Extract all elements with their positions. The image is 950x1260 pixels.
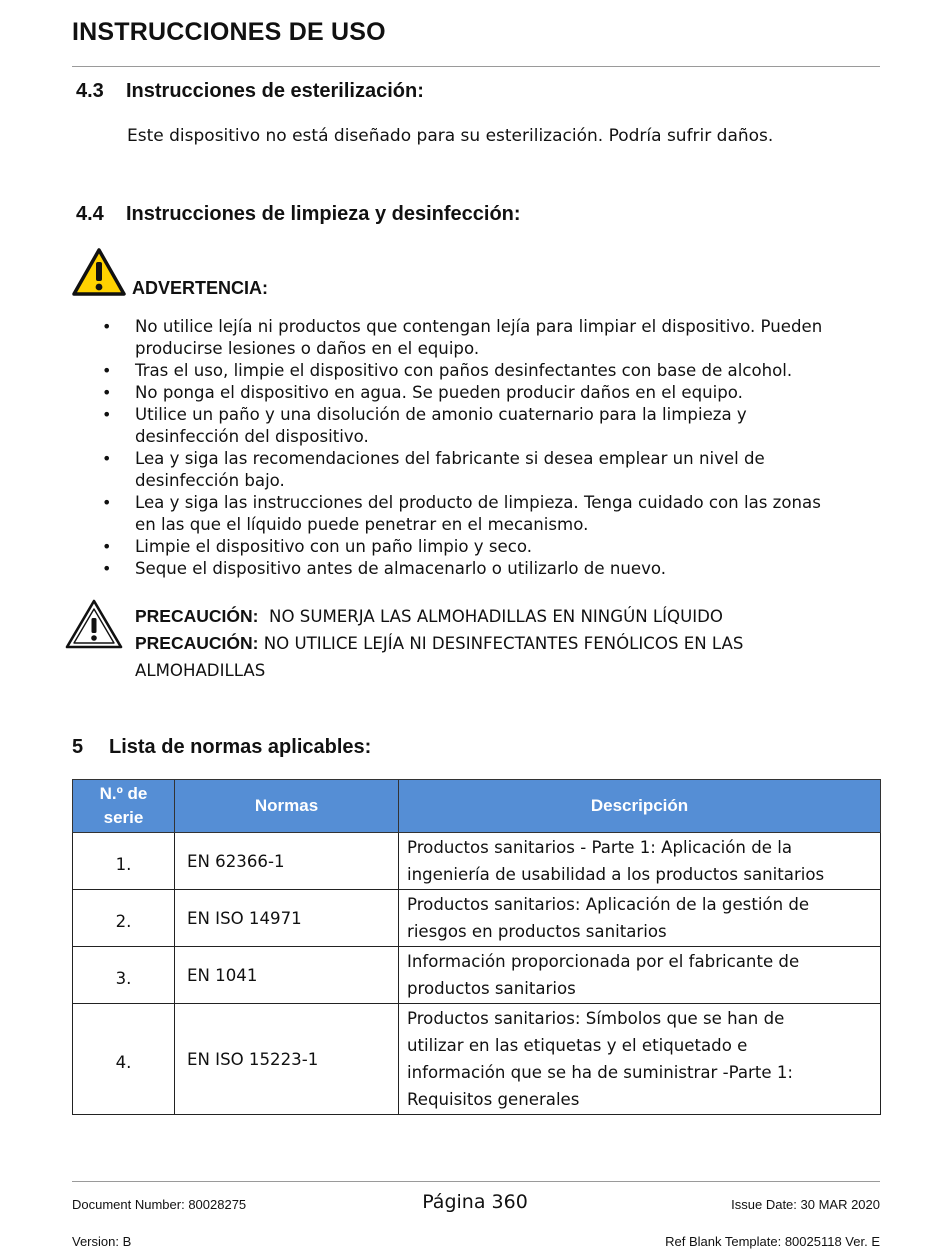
standards-table (72, 779, 881, 1115)
caution-1 (135, 603, 879, 630)
blank-template-ref: Ref Blank Template: 80025118 Ver. E (665, 1234, 880, 1249)
list-item: • No ponga el dispositivo en agua. Se pueden producir daños en el equipo. (100, 382, 890, 404)
caution-text-continued: ALMOHADILLAS (135, 661, 266, 680)
caution-2 (135, 630, 879, 684)
document-title: INSTRUCCIONES DE USO (72, 18, 386, 46)
cleaning-instructions-list (100, 316, 890, 580)
warning-triangle-yellow-icon (71, 247, 127, 297)
column-header-serial: N.º de serie (73, 780, 175, 833)
caution-label: PRECAUCIÓN: (135, 633, 259, 653)
section-number: 4.3 (76, 80, 104, 102)
norm-cell: EN ISO 14971 (175, 890, 399, 947)
section-4-3-heading (76, 80, 424, 103)
list-item: • Tras el uso, limpie el dispositivo con paños desinfectantes con base de alcohol. (100, 360, 890, 382)
table-row (73, 890, 881, 947)
version: Version: B (72, 1234, 132, 1249)
norm-cell: EN ISO 15223-1 (175, 1004, 399, 1115)
column-header-norm: Normas (175, 780, 399, 833)
caution-text: NO SUMERJA LAS ALMOHADILLAS EN NINGÚN LÍQUIDO (269, 607, 723, 626)
page-number: Página 360 (422, 1191, 528, 1213)
list-item: • Lea y siga las instrucciones del producto de limpieza. Tenga cuidado con las zonas en las que el líquido puede penetrar en el mecanismo. (100, 492, 890, 536)
column-header-description: Descripción (399, 780, 881, 833)
section-5-heading (72, 736, 371, 759)
norm-cell: EN 1041 (175, 947, 399, 1004)
table-header-row (73, 780, 881, 833)
serial-cell: 2. (73, 890, 175, 947)
caution-triangle-outline-icon (64, 598, 124, 650)
list-item: • No utilice lejía ni productos que contengan lejía para limpiar el dispositivo. Pueden producirse lesiones o daños en el equipo. (100, 316, 890, 360)
section-number: 5 (72, 736, 84, 758)
warning-label: ADVERTENCIA: (132, 278, 269, 298)
caution-text: NO UTILICE LEJÍA NI DESINFECTANTES FENÓLICOS EN LAS (263, 634, 744, 653)
list-item: • Lea y siga las recomendaciones del fabricante si desea emplear un nivel de desinfección bajo. (100, 448, 890, 492)
table-row (73, 947, 881, 1004)
description-cell: Información proporcionada por el fabricante de productos sanitarios (399, 947, 881, 1004)
list-item: • Utilice un paño y una disolución de amonio cuaternario para la limpieza y desinfección del dispositivo. (100, 404, 890, 448)
description-cell: Productos sanitarios - Parte 1: Aplicación de la ingeniería de usabilidad a los productos sanitarios (399, 833, 881, 890)
footer-rule (72, 1181, 880, 1182)
sterilization-text: Este dispositivo no está diseñado para su esterilización. Podría sufrir daños. (127, 126, 774, 146)
section-4-4-heading (76, 203, 521, 226)
section-title: Instrucciones de esterilización: (126, 80, 424, 102)
norm-cell: EN 62366-1 (175, 833, 399, 890)
header-rule (72, 66, 880, 67)
list-item: • Limpie el dispositivo con un paño limpio y seco. (100, 536, 890, 558)
list-item: • Seque el dispositivo antes de almacenarlo o utilizarlo de nuevo. (100, 558, 890, 580)
document-number: Document Number: 80028275 (72, 1197, 247, 1212)
description-cell: Productos sanitarios: Aplicación de la gestión de riesgos en productos sanitarios (399, 890, 881, 947)
caution-label: PRECAUCIÓN: (135, 606, 259, 626)
description-cell: Productos sanitarios: Símbolos que se han de utilizar en las etiquetas y el etiquetado e información que se ha de suministrar -Parte 1: Requisitos generales (399, 1004, 881, 1115)
table-row (73, 1004, 881, 1115)
serial-cell: 3. (73, 947, 175, 1004)
serial-cell: 1. (73, 833, 175, 890)
serial-cell: 4. (73, 1004, 175, 1115)
section-title: Lista de normas aplicables: (109, 736, 372, 758)
section-title: Instrucciones de limpieza y desinfección: (126, 203, 521, 225)
section-number: 4.4 (76, 203, 104, 225)
table-row (73, 833, 881, 890)
issue-date: Issue Date: 30 MAR 2020 (731, 1197, 880, 1212)
